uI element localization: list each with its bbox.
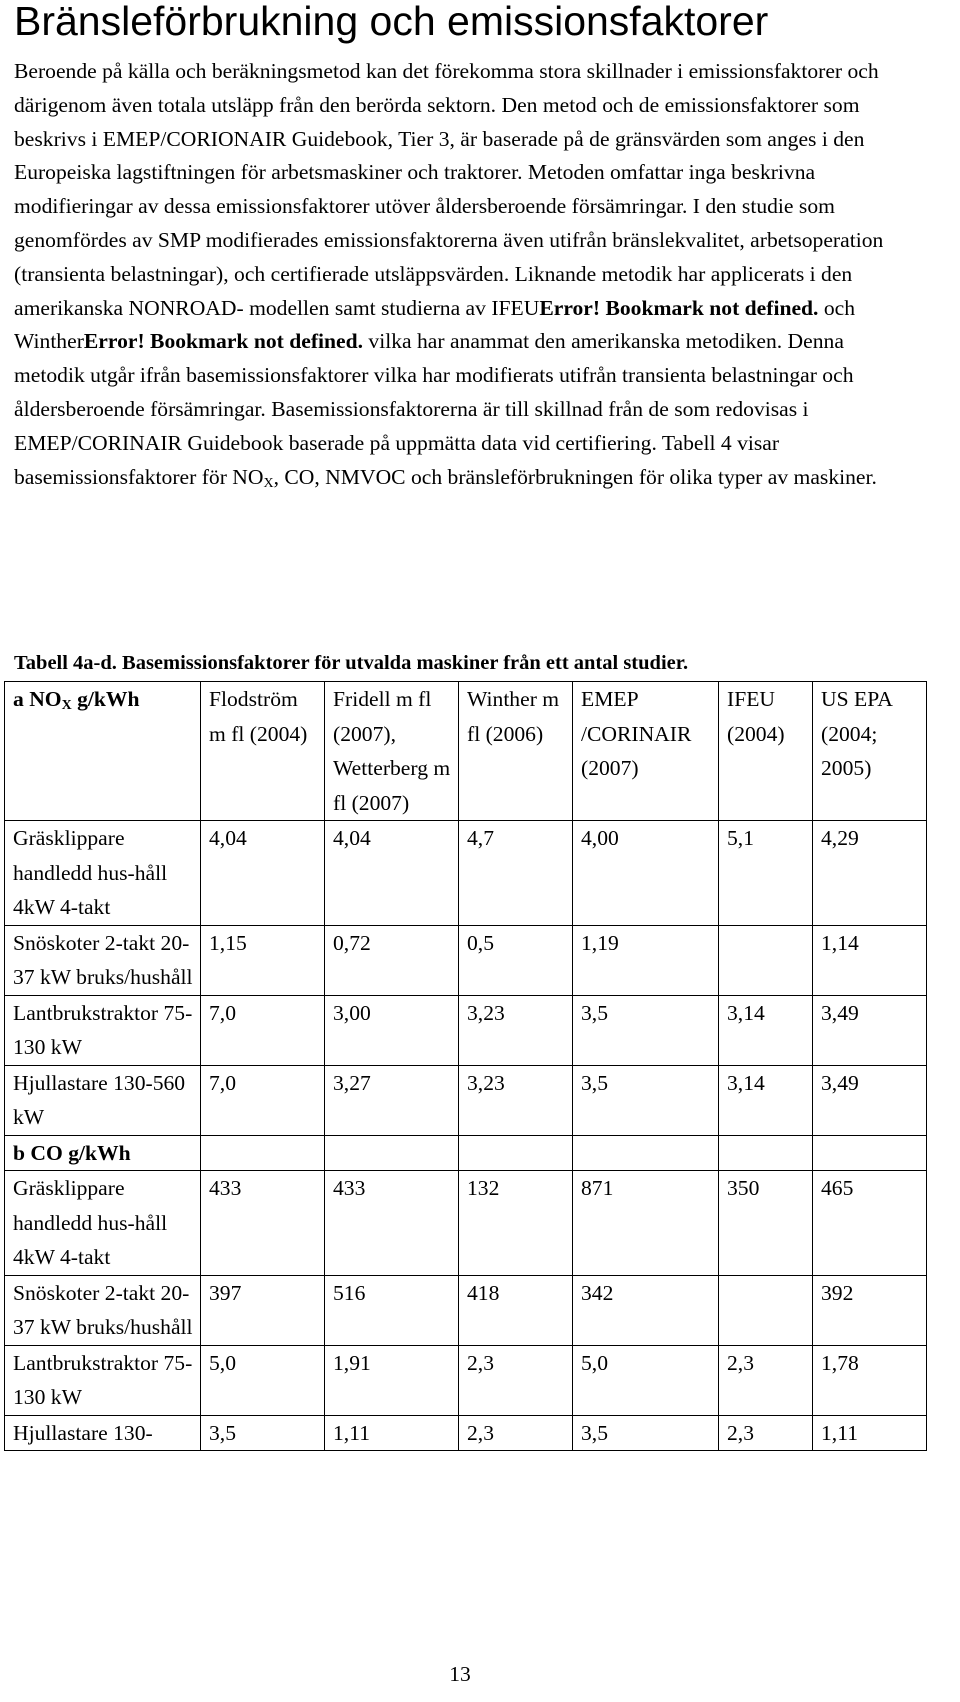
- table-cell: 2,3: [719, 1415, 813, 1451]
- table-cell: [459, 1135, 573, 1171]
- table-header-row: [5, 682, 927, 821]
- table-cell: [719, 1275, 813, 1345]
- table-cell: 2,3: [459, 1415, 573, 1451]
- table-cell: 392: [813, 1275, 927, 1345]
- table-cell: 1,19: [573, 925, 719, 995]
- table-cell: 0,5: [459, 925, 573, 995]
- page-title: Bränsleförbrukning och emissionsfaktorer: [14, 0, 769, 44]
- paragraph-text-4: , CO, NMVOC och bränsleförbrukningen för olika typer av maskiner.: [273, 464, 877, 489]
- table-cell: 350: [719, 1171, 813, 1276]
- bookmark-error-2: Error! Bookmark not defined.: [83, 329, 364, 354]
- table-cell: 3,5: [573, 1415, 719, 1451]
- table-cell: 3,23: [459, 995, 573, 1065]
- table-cell: 433: [201, 1171, 325, 1276]
- table-cell: 3,14: [719, 1065, 813, 1135]
- table-cell: 3,49: [813, 1065, 927, 1135]
- page-number: 13: [449, 1662, 471, 1686]
- row-label: Gräsklippare handledd hus-håll 4kW 4-takt: [5, 1171, 201, 1276]
- table-cell: 1,14: [813, 925, 927, 995]
- row-label: Hjullastare 130-: [5, 1415, 201, 1451]
- table-cell: 3,5: [201, 1415, 325, 1451]
- header-cell-us-epa: US EPA (2004; 2005): [813, 682, 927, 821]
- table-cell: 4,29: [813, 821, 927, 926]
- table-cell: 7,0: [201, 1065, 325, 1135]
- table-caption: Tabell 4a-d. Basemissionsfaktorer för utvalda maskiner från ett antal studier.: [14, 652, 689, 674]
- table-cell: 397: [201, 1275, 325, 1345]
- table-cell: [325, 1135, 459, 1171]
- paragraph-text-1: Beroende på källa och beräkningsmetod kan det förekomma stora skillnader i emissionsfaktorer och därigenom även totala utsläpp från den berörda sektorn. Den metod och de emissionsfaktorer som beskrivs i EMEP/CORIONAIR Guidebook, Tier 3, är baserade på de gränsvärden som anges i den Europeiska lagstiftningen för arbetsmaskiner och traktorer. Metoden omfattar inga beskrivna modifieringar av dessa emissionsfaktorer utöver åldersberoende försämringar. I den studie som genomfördes av SMP modifierades emissionsfaktorerna även utifrån bränslekvalitet, arbetsoperation (transienta belastningar), och certifierade utsläppsvärden. Liknande metodik har applicerats i den amerikanska NONROAD- modellen samt studierna av IFEU: [14, 59, 884, 320]
- table-row: [5, 1171, 927, 1276]
- table-cell: 4,04: [325, 821, 459, 926]
- table-cell: 5,0: [201, 1345, 325, 1415]
- body-paragraph: [14, 55, 904, 494]
- table-row: [5, 925, 927, 995]
- row-label: Snöskoter 2-takt 20-37 kW bruks/hushåll: [5, 1275, 201, 1345]
- table-cell: 433: [325, 1171, 459, 1276]
- table-cell: 5,1: [719, 821, 813, 926]
- row-label: Gräsklippare handledd hus-håll 4kW 4-takt: [5, 821, 201, 926]
- table-cell: 3,5: [573, 995, 719, 1065]
- table-cell: 3,27: [325, 1065, 459, 1135]
- table-cell: 4,04: [201, 821, 325, 926]
- row-label: Lantbrukstraktor 75-130 kW: [5, 1345, 201, 1415]
- table-cell: 132: [459, 1171, 573, 1276]
- table-cell: 1,11: [813, 1415, 927, 1451]
- paragraph-text-2: och Winther: [14, 295, 856, 354]
- table-cell: 1,78: [813, 1345, 927, 1415]
- table-cell: [573, 1135, 719, 1171]
- bookmark-error-1: Error! Bookmark not defined.: [539, 295, 819, 320]
- table-cell: 1,15: [201, 925, 325, 995]
- table-cell: 4,00: [573, 821, 719, 926]
- table-cell: 7,0: [201, 995, 325, 1065]
- table-cell: 516: [325, 1275, 459, 1345]
- table-cell: 5,0: [573, 1345, 719, 1415]
- table-cell: 3,23: [459, 1065, 573, 1135]
- section-label-co: b CO g/kWh: [5, 1135, 201, 1171]
- table-cell: [813, 1135, 927, 1171]
- table-cell: 418: [459, 1275, 573, 1345]
- table-cell: 3,49: [813, 995, 927, 1065]
- table-row: [5, 1345, 927, 1415]
- table-cell: 465: [813, 1171, 927, 1276]
- table-row: [5, 1065, 927, 1135]
- header-cell-emep: EMEP /CORINAIR (2007): [573, 682, 719, 821]
- table-row: [5, 995, 927, 1065]
- table-cell: 342: [573, 1275, 719, 1345]
- row-label: Hjullastare 130-560 kW: [5, 1065, 201, 1135]
- table-cell: 4,7: [459, 821, 573, 926]
- header-cell-winther: Winther m fl (2006): [459, 682, 573, 821]
- table-cell: 0,72: [325, 925, 459, 995]
- table-cell: 1,11: [325, 1415, 459, 1451]
- paragraph-text-3: vilka har anammat den amerikanska metodiken. Denna metodik utgår ifrån basemissionsfaktorer vilka har modifierats utifrån transienta belastningar och åldersberoende försämringar. Basemissionsfaktorerna är till skillnad från de som redovisas i EMEP/CORINAIR Guidebook baserade på uppmätta data vid certifiering. Tabell 4 visar basemissionsfaktorer för NO: [14, 329, 854, 489]
- table-cell: [719, 1135, 813, 1171]
- table-cell: [719, 925, 813, 995]
- nox-subscript: X: [263, 475, 274, 491]
- table-cell: 1,91: [325, 1345, 459, 1415]
- table-cell: [201, 1135, 325, 1171]
- header-subscript: X: [61, 698, 72, 713]
- table-cell: 3,14: [719, 995, 813, 1065]
- table-section-row: [5, 1135, 927, 1171]
- header-cell-flodstrom: Flodström m fl (2004): [201, 682, 325, 821]
- header-cell-nox: a $NO_X$ g/kWh: [5, 682, 201, 821]
- table-cell: 2,3: [459, 1345, 573, 1415]
- table-cell: 871: [573, 1171, 719, 1276]
- table-row: [5, 821, 927, 926]
- row-label: Snöskoter 2-takt 20-37 kW bruks/hushåll: [5, 925, 201, 995]
- header-cell-fridell: Fridell m fl (2007), Wetterberg m fl (2007): [325, 682, 459, 821]
- table-row: [5, 1415, 927, 1451]
- table-cell: 3,00: [325, 995, 459, 1065]
- emission-factor-table: [4, 681, 927, 1451]
- table-row: [5, 1275, 927, 1345]
- header-cell-ifeu: IFEU (2004): [719, 682, 813, 821]
- table-cell: 2,3: [719, 1345, 813, 1415]
- row-label: Lantbrukstraktor 75-130 kW: [5, 995, 201, 1065]
- table-cell: 3,5: [573, 1065, 719, 1135]
